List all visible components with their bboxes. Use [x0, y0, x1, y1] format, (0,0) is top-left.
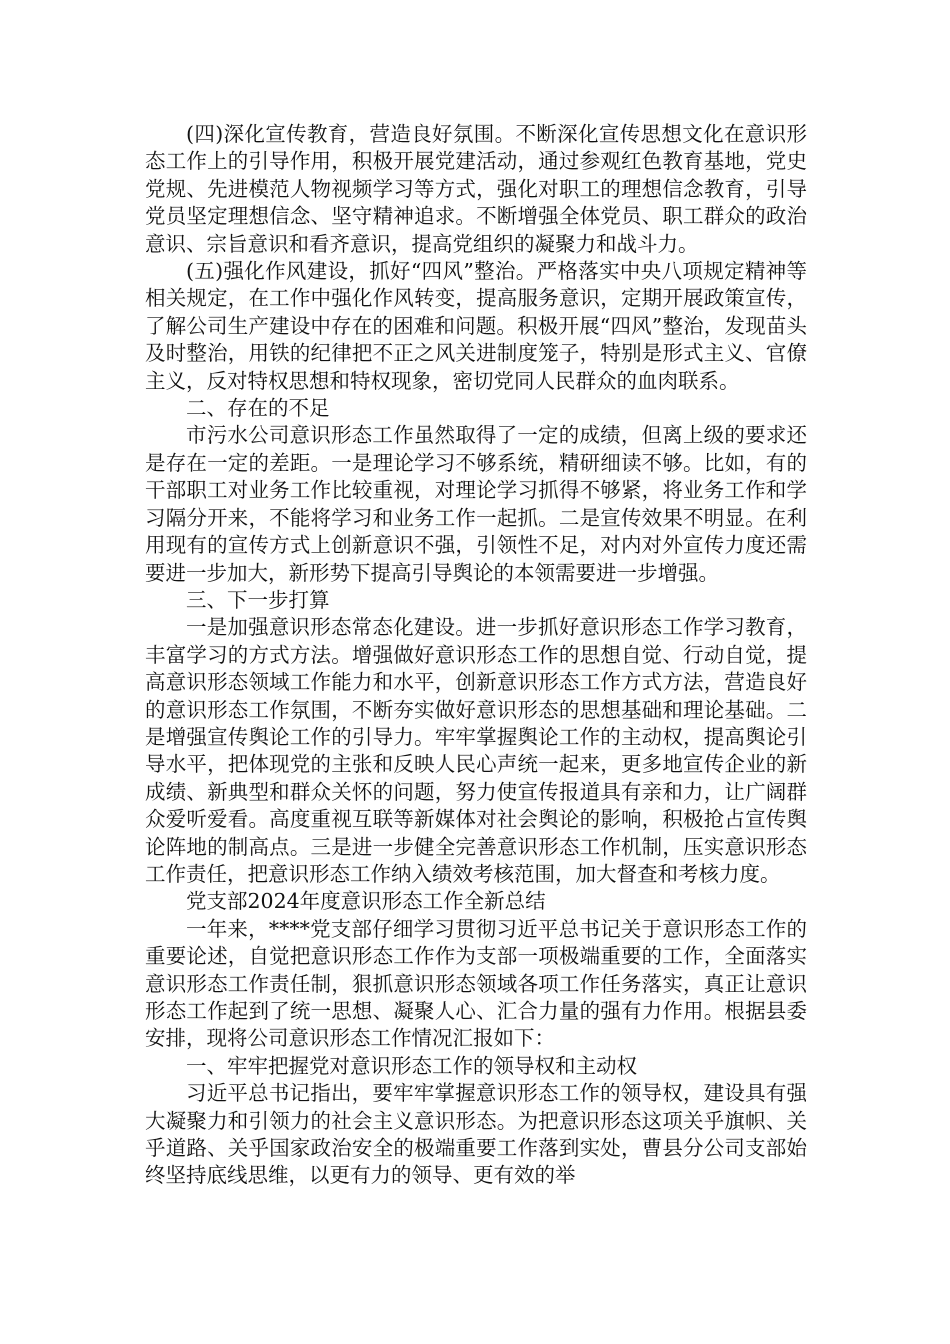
- heading-next-steps: 三、下一步打算: [186, 587, 330, 612]
- paragraph-annual-intro: 一年来，****党支部仔细学习贯彻习近平总书记关于意识形态工作的重要论述，自觉把意识形态工作作为支部一项极端重要的工作，全面落实意识形态工作责任制，狠抓意识形态领域各项工作任务落实，真正让意识形态工作起到了统一思想、凝聚人心、汇合力量的强有力作用。根据县委安排，现将公司意识形态工作情况汇报如下：: [145, 916, 807, 1051]
- paragraph-leadership: 习近平总书记指出，要牢牢掌握意识形态工作的领导权，建设具有强大凝聚力和引领力的社会主义意识形态。为把意识形态这项关乎旗帜、关乎道路、关乎国家政治安全的极端重要工作落到实处，曹县分公司支部始终坚持底线思维，以更有力的领导、更有效的举: [145, 1081, 807, 1188]
- paragraph-next-steps: 一是加强意识形态常态化建设。进一步抓好意识形态工作学习教育，丰富学习的方式方法。增强做好意识形态工作的思想自觉、行动自觉，提高意识形态领域工作能力和水平，创新意识形态工作方式方法，营造良好的意识形态工作氛围，不断夯实做好意识形态的思想基础和理论基础。二是增强宣传舆论工作的引导力。牢牢掌握舆论工作的主动权，提高舆论引导水平，把体现党的主张和反映人民心声统一起来，更多地宣传企业的新成绩、新典型和群众关怀的问题，努力使宣传报道具有亲和力，让广阔群众爱听爱看。高度重视互联等新媒体对社会舆论的影响，积极抢占宣传舆论阵地的制高点。三是进一步健全完善意识形态工作机制，压实意识形态工作责任，把意识形态工作纳入绩效考核范围，加大督查和考核力度。: [145, 615, 807, 886]
- document-body: [145, 121, 807, 1190]
- paragraph-shortcomings: 市污水公司意识形态工作虽然取得了一定的成绩，但离上级的要求还是存在一定的差距。一是理论学习不够系统，精研细读不够。比如，有的干部职工对业务工作比较重视，对理论学习抓得不够紧，将业务工作和学习隔分开来，不能将学习和业务工作一起抓。二是宣传效果不明显。在利用现有的宣传方式上创新意识不强，引领性不足，对内对外宣传力度还需要进一步加大，新形势下提高引导舆论的本领需要进一步增强。: [145, 423, 807, 585]
- heading-leadership: 一、牢牢把握党对意识形态工作的领导权和主动权: [186, 1053, 637, 1078]
- paragraph-propaganda-education: (四)深化宣传教育，营造良好氛围。不断深化宣传思想文化在意识形态工作上的引导作用，积极开展党建活动，通过参观红色教育基地，党史党规、先进模范人物视频学习等方式，强化对职工的理想信念教育，引导党员坚定理想信念、坚守精神追求。不断增强全体党员、职工群众的政治意识、宗旨意识和看齐意识，提高党组织的凝聚力和战斗力。: [145, 122, 807, 256]
- heading-annual-summary: 党支部2024年度意识形态工作全新总结: [186, 889, 546, 914]
- paragraph-work-style: (五)强化作风建设，抓好“四风”整治。严格落实中央八项规定精神等相关规定，在工作中强化作风转变，提高服务意识，定期开展政策宣传，了解公司生产建设中存在的困难和问题。积极开展“四风”整治，发现苗头及时整治，用铁的纪律把不正之风关进制度笼子，特别是形式主义、官僚主义，反对特权思想和特权现象，密切党同人民群众的血肉联系。: [145, 259, 807, 393]
- heading-shortcomings: 二、存在的不足: [186, 396, 330, 421]
